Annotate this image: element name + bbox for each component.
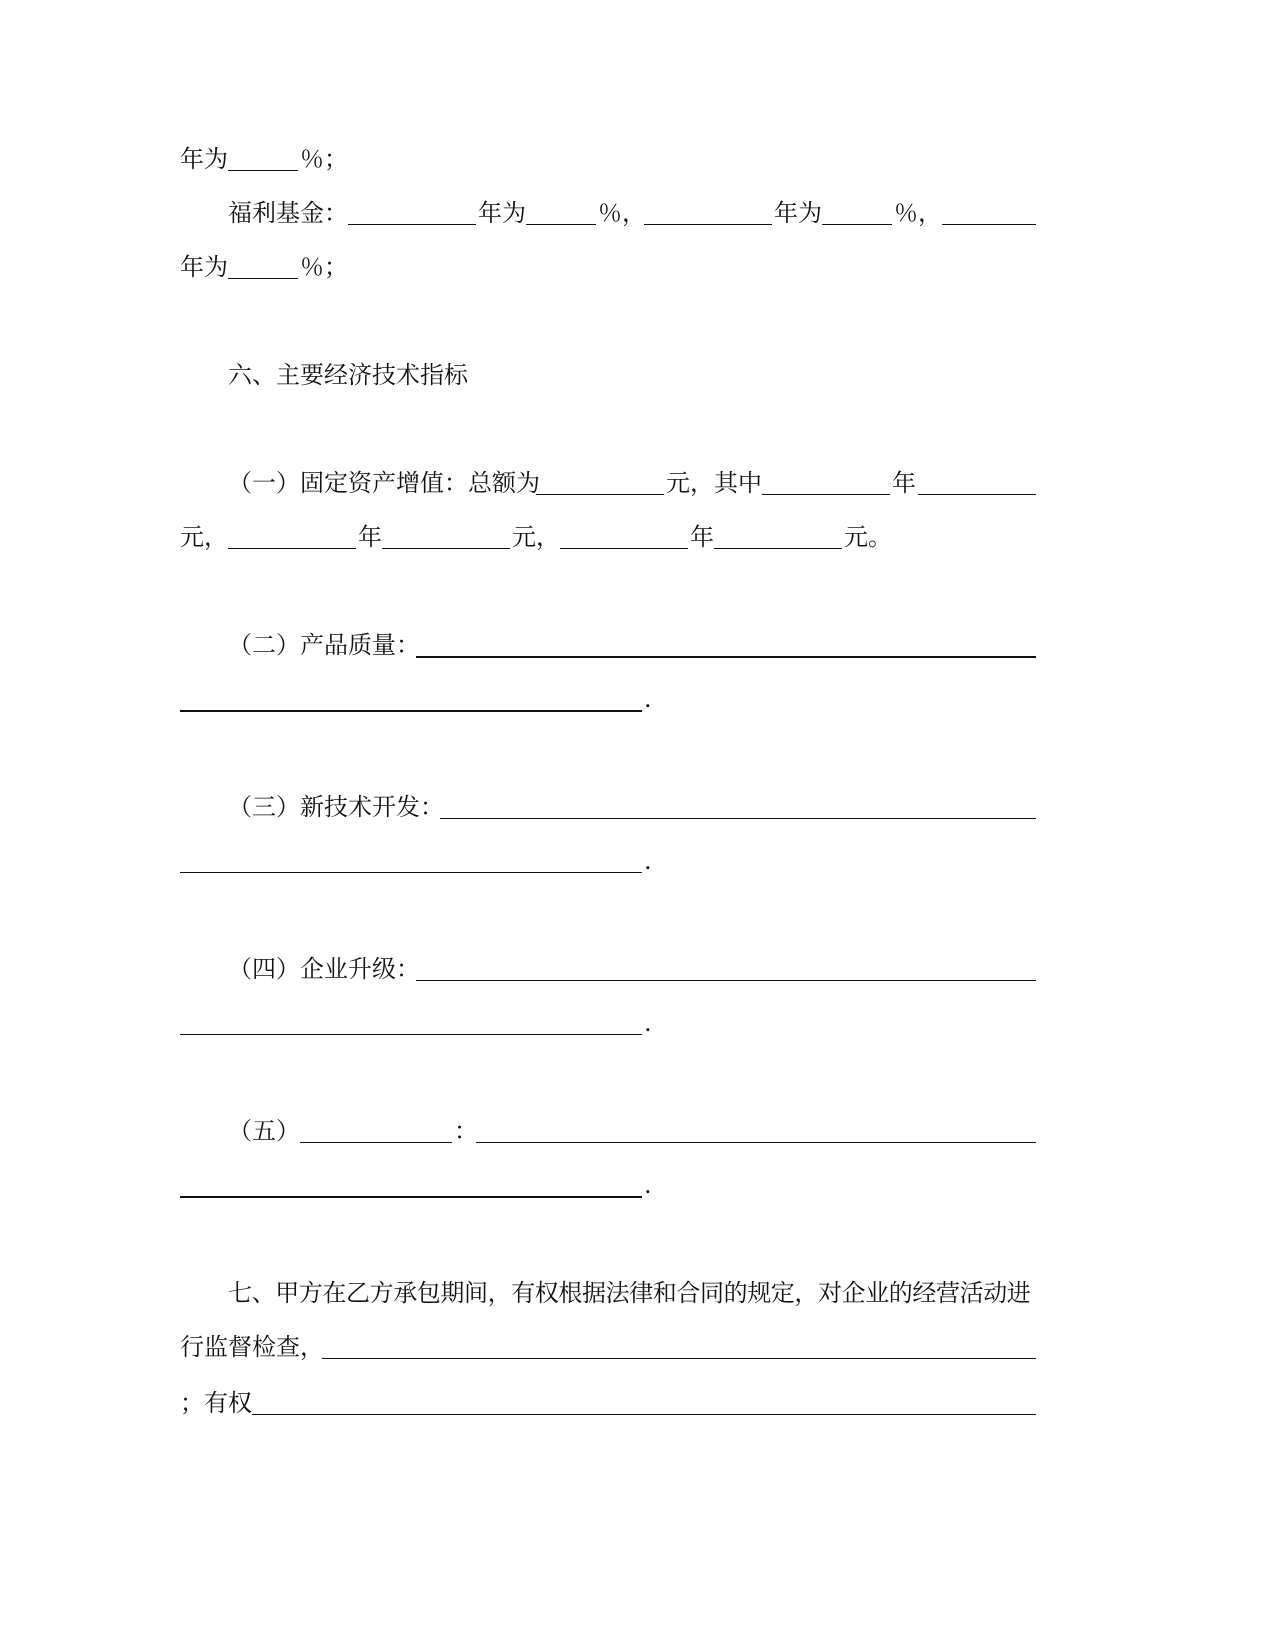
item-1-year-1: 年 (892, 469, 916, 497)
item-1-line-2 (180, 520, 1040, 554)
welfare-tail-line (180, 142, 1040, 176)
welfare-fund-tail-line (180, 250, 1040, 284)
year-blank-2[interactable] (644, 224, 772, 225)
item-5-content-blank-2[interactable] (180, 1196, 642, 1198)
year-text-3: 年为 (180, 253, 228, 281)
item-1-year-blank-1[interactable] (762, 494, 890, 495)
item-3-end: . (644, 847, 652, 875)
percent-blank-3[interactable] (228, 278, 298, 279)
item-4-end: . (644, 1009, 652, 1037)
item-2-end: . (644, 685, 652, 713)
item-2-label: （二）产品质量： (228, 631, 420, 659)
upgrade-blank[interactable] (416, 980, 1036, 981)
item-1-amount-blank-1[interactable] (918, 494, 1036, 495)
item-1-year-2: 年 (358, 523, 382, 551)
rights-blank[interactable] (252, 1414, 1036, 1415)
year-text-1: 年为 (478, 199, 526, 227)
year-text-2: 年为 (774, 199, 822, 227)
percent-blank[interactable] (228, 170, 298, 171)
new-tech-blank[interactable] (440, 818, 1036, 819)
item-1-label: （一）固定资产增值：总额为 (228, 469, 540, 497)
percent-text: ％； (300, 145, 348, 173)
item-1-year-blank-3[interactable] (560, 548, 688, 549)
year-text: 年为 (180, 145, 228, 173)
new-tech-blank-2[interactable] (180, 872, 642, 873)
welfare-fund-label: 福利基金： (228, 199, 348, 227)
supervision-blank[interactable] (322, 1358, 1036, 1359)
item-1-yuan-4: 元。 (844, 523, 892, 551)
item-3-line-2 (180, 844, 1040, 878)
item-1-year-blank-2[interactable] (228, 548, 356, 549)
item-4-line-2 (180, 1006, 1040, 1040)
product-quality-blank-2[interactable] (180, 710, 642, 712)
item-5-line-2 (180, 1168, 1040, 1202)
section-7-text-1: 七、甲方在乙方承包期间，有权根据法律和合同的规定，对企业的经营活动进 (228, 1279, 1031, 1307)
item-1-amount-blank-2[interactable] (382, 548, 510, 549)
year-blank-1[interactable] (348, 224, 476, 225)
percent-text-3: ％； (300, 253, 348, 281)
section-7-text-2: 行监督检查， (180, 1333, 324, 1361)
item-5-colon: ： (454, 1117, 478, 1145)
total-amount-blank[interactable] (536, 494, 664, 495)
item-4-line-1 (180, 952, 1040, 986)
section-7-text-3: ；有权 (180, 1389, 252, 1417)
item-1-yuan-1: 元，其中 (666, 469, 762, 497)
section-7-line-2 (180, 1330, 1040, 1364)
percent-blank-1[interactable] (526, 224, 596, 225)
item-5-content-blank[interactable] (476, 1142, 1036, 1143)
percent-blank-2[interactable] (822, 224, 892, 225)
welfare-fund-line (180, 196, 1040, 230)
item-2-line-1 (180, 628, 1040, 662)
item-4-label: （四）企业升级： (228, 955, 420, 983)
item-5-end: . (644, 1171, 652, 1199)
item-1-year-3: 年 (690, 523, 714, 551)
product-quality-blank[interactable] (416, 656, 1036, 658)
percent-text-2: ％， (894, 199, 942, 227)
year-blank-3[interactable] (942, 224, 1036, 225)
item-5-label: （五） (228, 1117, 300, 1145)
item-1-amount-blank-3[interactable] (714, 548, 842, 549)
percent-text-1: ％， (598, 199, 646, 227)
item-3-label: （三）新技术开发： (228, 793, 444, 821)
upgrade-blank-2[interactable] (180, 1034, 642, 1035)
item-5-name-blank[interactable] (300, 1142, 452, 1143)
section-7-line-3 (180, 1386, 1040, 1420)
item-1-yuan-2: 元， (180, 523, 228, 551)
item-3-line-1 (180, 790, 1040, 824)
section-6-heading-text: 六、主要经济技术指标 (228, 361, 468, 389)
item-5-line-1 (180, 1114, 1040, 1148)
section-7-line-1 (180, 1276, 1040, 1310)
item-1-yuan-3: 元， (512, 523, 560, 551)
section-6-heading (228, 358, 828, 392)
item-1-line-1 (180, 466, 1040, 500)
item-2-line-2 (180, 682, 1040, 716)
